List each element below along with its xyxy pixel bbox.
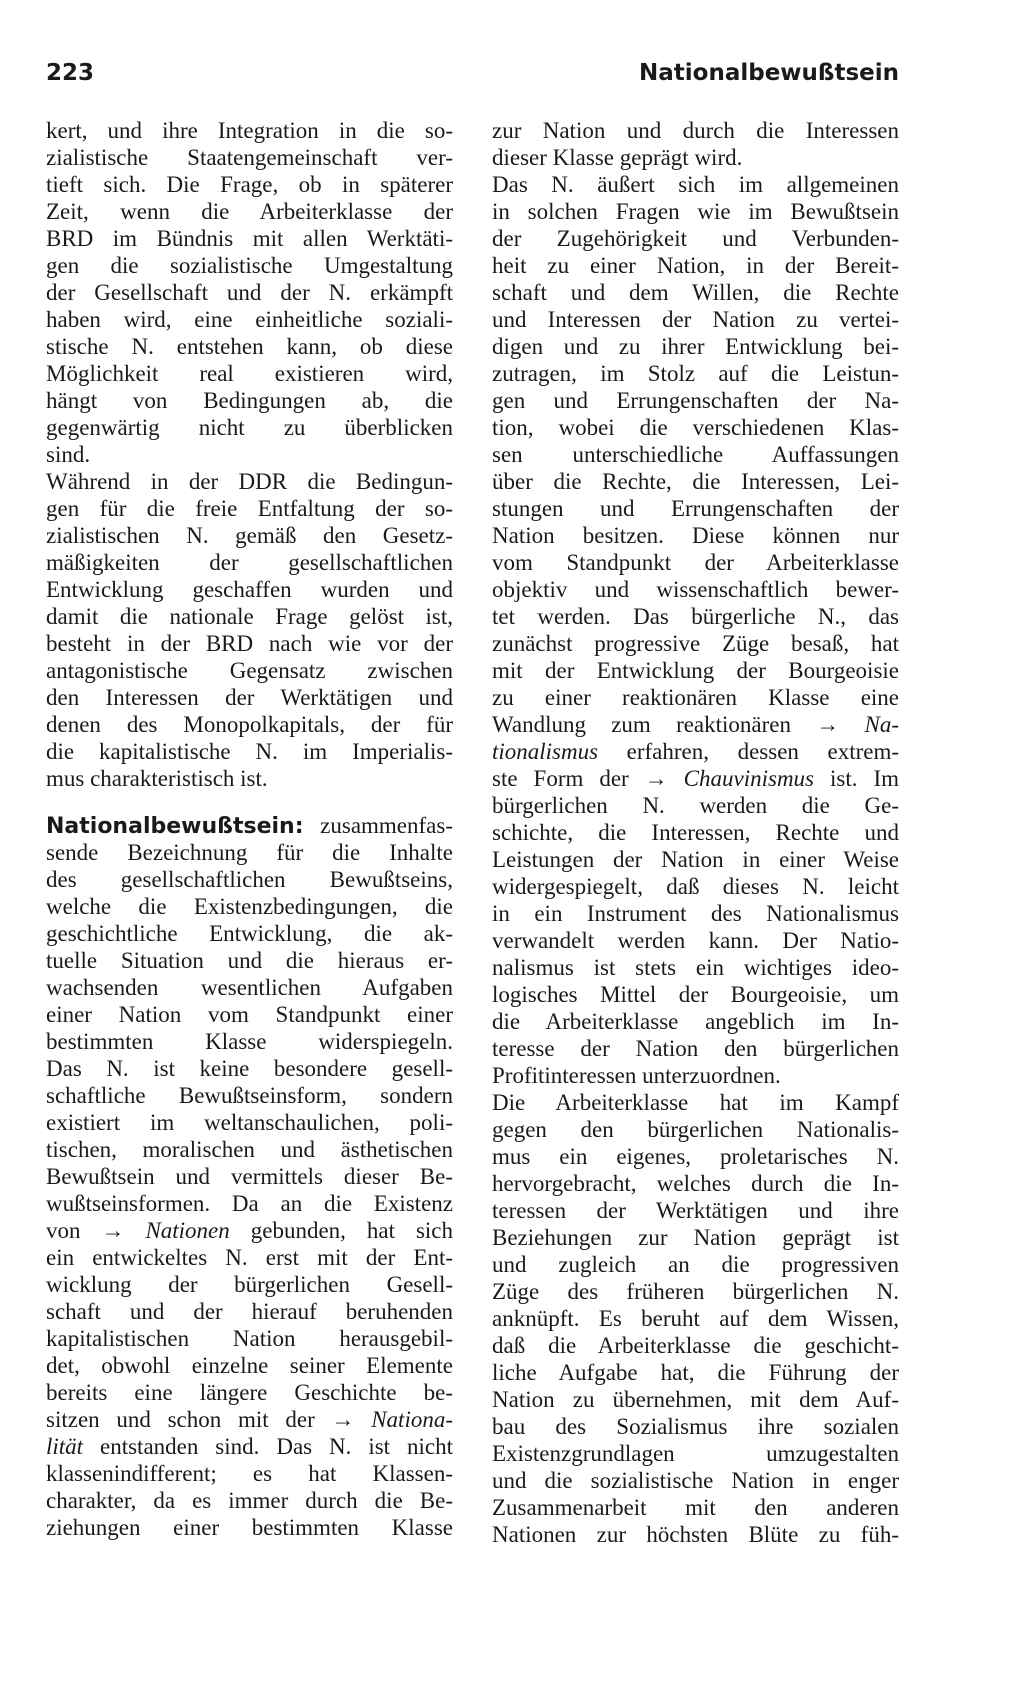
text-line (46, 765, 453, 792)
page-number: 223 (46, 60, 95, 86)
line-text: schaft und dem Willen, die Rechte (492, 280, 899, 305)
line-text: logisches Mittel der Bourgeoisie, um (492, 982, 899, 1007)
text-line (492, 927, 899, 954)
text-line (46, 1379, 453, 1406)
line-text: dieser Klasse geprägt wird. (492, 145, 743, 170)
line-text: BRD im Bündnis mit allen Werktäti- (46, 226, 453, 251)
line-text: existiert im weltanschaulichen, poli- (46, 1110, 453, 1135)
line-text: Wandlung zum reaktionären → (492, 712, 865, 737)
line-text: bau des Sozialismus ihre sozialen (492, 1414, 899, 1439)
line-text: teressen der Werktätigen und ihre (492, 1198, 899, 1223)
line-text: Existenzgrundlagen umzugestalten (492, 1441, 899, 1466)
line-text: ste Form der → (492, 766, 684, 791)
text-line (492, 873, 899, 900)
line-text: bereits eine längere Geschichte be- (46, 1380, 453, 1405)
line-text: widergespiegelt, daß dieses N. leicht (492, 874, 899, 899)
line-text: gen die sozialistische Umgestaltung (46, 253, 453, 278)
line-text: und zugleich an die progressiven (492, 1252, 899, 1277)
text-line (46, 198, 453, 225)
running-head: Nationalbewußtsein (639, 60, 899, 86)
line-text: charakter, da es immer durch die Be- (46, 1488, 453, 1513)
line-text: digen und zu ihrer Entwicklung bei- (492, 334, 899, 359)
line-text: Das N. ist keine besondere gesell- (46, 1056, 453, 1081)
text-line (492, 1197, 899, 1224)
line-text: schaft und der hierauf beruhenden (46, 1299, 453, 1324)
text-line (46, 117, 453, 144)
text-line (46, 387, 453, 414)
text-line (492, 1224, 899, 1251)
text-line (492, 765, 899, 792)
text-line (492, 387, 899, 414)
line-text: tischen, moralischen und ästhetischen (46, 1137, 453, 1162)
line-text: kert, und ihre Integration in die so- (46, 118, 453, 143)
line-text: Zeit, wenn die Arbeiterklasse der (46, 199, 453, 224)
text-line (492, 1170, 899, 1197)
left-text-column (46, 117, 453, 1541)
text-line (492, 954, 899, 981)
line-text: tieft sich. Die Frage, ob in späterer (46, 172, 453, 197)
line-text: in solchen Fragen wie im Bewußtsein (492, 199, 899, 224)
paragraph-gap (46, 792, 453, 812)
text-line (492, 252, 899, 279)
line-text: wicklung der bürgerlichen Gesell- (46, 1272, 453, 1297)
line-text: besteht in der BRD nach wie vor der (46, 631, 453, 656)
line-text: haben wird, eine einheitliche soziali- (46, 307, 453, 332)
line-text: sende Bezeichnung für die Inhalte (46, 840, 453, 865)
text-line (492, 603, 899, 630)
text-line (46, 1190, 453, 1217)
text-line (46, 1271, 453, 1298)
line-text: damit die nationale Frage gelöst ist, (46, 604, 453, 629)
line-text: sen unterschiedliche Auffassungen (492, 442, 899, 467)
text-line (46, 1487, 453, 1514)
text-line (46, 171, 453, 198)
line-text: zialistische Staatengemeinschaft ver- (46, 145, 453, 170)
text-line (492, 1143, 899, 1170)
line-text: teresse der Nation den bürgerlichen (492, 1036, 899, 1061)
line-text: tet werden. Das bürgerliche N., das (492, 604, 899, 629)
line-text: mit der Entwicklung der Bourgeoisie (492, 658, 899, 683)
line-text: mus ein eigenes, proletarisches N. (492, 1144, 899, 1169)
text-line (46, 495, 453, 522)
text-line (46, 920, 453, 947)
text-line (492, 414, 899, 441)
text-line (46, 1298, 453, 1325)
line-text: Zusammenarbeit mit den anderen (492, 1495, 899, 1520)
line-text: gebunden, hat sich (229, 1218, 453, 1243)
text-line (46, 576, 453, 603)
line-text: Bewußtsein und vermittels dieser Be- (46, 1164, 453, 1189)
text-line (492, 657, 899, 684)
line-text: gegenwärtig nicht zu überblicken (46, 415, 453, 440)
text-line (492, 441, 899, 468)
line-text: und die sozialistische Nation in enger (492, 1468, 899, 1493)
text-line (46, 1082, 453, 1109)
line-text: des gesellschaftlichen Bewußtseins, (46, 867, 453, 892)
line-text: Leistungen der Nation in einer Weise (492, 847, 899, 872)
text-line (46, 468, 453, 495)
line-text: geschichtliche Entwicklung, die ak- (46, 921, 453, 946)
text-line (492, 1359, 899, 1386)
line-text: die Arbeiterklasse angeblich im In- (492, 1009, 899, 1034)
text-line (492, 225, 899, 252)
text-line (46, 306, 453, 333)
line-text: verwandelt werden kann. Der Natio- (492, 928, 899, 953)
line-text: Während in der DDR die Bedingun- (46, 469, 453, 494)
line-text: liche Aufgabe hat, die Führung der (492, 1360, 899, 1385)
line-text: zialistischen N. gemäß den Gesetz- (46, 523, 453, 548)
text-line (492, 981, 899, 1008)
line-text: zur Nation und durch die Interessen (492, 118, 899, 143)
text-line (46, 1433, 453, 1460)
line-text: zu einer reaktionären Klasse eine (492, 685, 899, 710)
text-line (492, 1305, 899, 1332)
text-line (46, 1028, 453, 1055)
page-header (46, 60, 899, 96)
text-line (492, 1332, 899, 1359)
cross-reference-term: Chauvinismus (683, 766, 815, 791)
text-line (492, 1035, 899, 1062)
cross-reference-term: tionalismus (492, 739, 599, 764)
text-line (46, 812, 453, 839)
line-text: schaftliche Bewußtseinsform, sondern (46, 1083, 453, 1108)
line-text: entstanden sind. Das N. ist nicht (83, 1434, 453, 1459)
text-line (492, 333, 899, 360)
text-line (46, 1217, 453, 1244)
text-line (492, 1089, 899, 1116)
line-text: zusammenfas- (303, 813, 453, 838)
text-line (46, 866, 453, 893)
text-line (492, 1116, 899, 1143)
text-line (492, 360, 899, 387)
text-line (492, 1008, 899, 1035)
line-text: vom Standpunkt der Arbeiterklasse (492, 550, 899, 575)
line-text: Profitinteressen unterzuordnen. (492, 1063, 781, 1088)
line-text: der Gesellschaft und der N. erkämpft (46, 280, 453, 305)
line-text: Nationen zur höchsten Blüte zu füh- (492, 1522, 899, 1547)
line-text: hängt von Bedingungen ab, die (46, 388, 453, 413)
text-line (46, 1136, 453, 1163)
line-text: objektiv und wissenschaftlich bewer- (492, 577, 899, 602)
text-line (492, 117, 899, 144)
line-text: stungen und Errungenschaften der (492, 496, 899, 521)
line-text: hervorgebracht, welches durch die In- (492, 1171, 899, 1196)
line-text: in ein Instrument des Nationalismus (492, 901, 899, 926)
line-text: gen für die freie Entfaltung der so- (46, 496, 453, 521)
text-line (492, 495, 899, 522)
text-line (46, 1055, 453, 1082)
text-line (46, 144, 453, 171)
line-text: einer Nation vom Standpunkt einer (46, 1002, 453, 1027)
text-line (492, 1413, 899, 1440)
text-line (492, 306, 899, 333)
text-line (492, 819, 899, 846)
text-line (46, 1244, 453, 1271)
text-line (492, 198, 899, 225)
line-text: heit zu einer Nation, in der Bereit- (492, 253, 899, 278)
line-text: den Interessen der Werktätigen und (46, 685, 453, 710)
line-text: und Interessen der Nation zu vertei- (492, 307, 899, 332)
text-line (492, 1062, 899, 1089)
text-line (492, 171, 899, 198)
entry-heading: Nationalbewußtsein: (46, 814, 304, 839)
text-line (46, 252, 453, 279)
line-text: det, obwohl einzelne seiner Elemente (46, 1353, 453, 1378)
line-text: bürgerlichen N. werden die Ge- (492, 793, 899, 818)
text-line (46, 1406, 453, 1433)
line-text: sitzen und schon mit der → (46, 1407, 372, 1432)
line-text: Züge des früheren bürgerlichen N. (492, 1279, 899, 1304)
line-text: über die Rechte, die Interessen, Lei- (492, 469, 899, 494)
text-line (492, 144, 899, 171)
text-line (492, 846, 899, 873)
text-line (46, 1109, 453, 1136)
text-line (492, 900, 899, 927)
line-text: daß die Arbeiterklasse die geschicht- (492, 1333, 899, 1358)
line-text: ein entwickeltes N. erst mit der Ent- (46, 1245, 453, 1270)
line-text: mus charakteristisch ist. (46, 766, 268, 791)
text-line (492, 576, 899, 603)
text-line (46, 360, 453, 387)
text-line (492, 630, 899, 657)
text-line (492, 1467, 899, 1494)
text-line (492, 468, 899, 495)
text-line (46, 657, 453, 684)
text-line (492, 792, 899, 819)
text-line (492, 522, 899, 549)
text-line (46, 279, 453, 306)
text-line (46, 333, 453, 360)
line-text: kapitalistischen Nation herausgebil- (46, 1326, 453, 1351)
text-line (492, 1251, 899, 1278)
line-text: von → (46, 1218, 146, 1243)
line-text: gegen den bürgerlichen Nationalis- (492, 1117, 899, 1142)
cross-reference-term: Nationen (145, 1218, 230, 1243)
line-text: wachsenden wesentlichen Aufgaben (46, 975, 453, 1000)
cross-reference-term: Na- (864, 712, 899, 737)
text-line (492, 1440, 899, 1467)
text-line (46, 414, 453, 441)
line-text: Entwicklung geschaffen wurden und (46, 577, 453, 602)
text-line (492, 738, 899, 765)
line-text: zutragen, im Stolz auf die Leistun- (492, 361, 899, 386)
right-text-column (492, 117, 899, 1548)
line-text: Die Arbeiterklasse hat im Kampf (492, 1090, 899, 1115)
text-line (46, 630, 453, 657)
cross-reference-term: Nationa- (371, 1407, 453, 1432)
text-line (46, 1001, 453, 1028)
text-line (46, 549, 453, 576)
text-line (46, 1460, 453, 1487)
line-text: sind. (46, 442, 91, 467)
line-text: die kapitalistische N. im Imperialis- (46, 739, 453, 764)
text-line (46, 603, 453, 630)
text-line (492, 1278, 899, 1305)
line-text: schichte, die Interessen, Rechte und (492, 820, 899, 845)
line-text: ist. Im (814, 766, 899, 791)
line-text: nalismus ist stets ein wichtiges ideo- (492, 955, 899, 980)
text-line (46, 441, 453, 468)
text-line (46, 1514, 453, 1541)
text-line (46, 974, 453, 1001)
line-text: Möglichkeit real existieren wird, (46, 361, 453, 386)
line-text: erfahren, dessen extrem- (598, 739, 899, 764)
line-text: welche die Existenzbedingungen, die (46, 894, 453, 919)
line-text: Nation besitzen. Diese können nur (492, 523, 899, 548)
text-line (492, 1521, 899, 1548)
line-text: denen des Monopolkapitals, der für (46, 712, 453, 737)
line-text: mäßigkeiten der gesellschaftlichen (46, 550, 453, 575)
line-text: der Zugehörigkeit und Verbunden- (492, 226, 899, 251)
text-line (46, 1325, 453, 1352)
text-line (46, 893, 453, 920)
line-text: ziehungen einer bestimmten Klasse (46, 1515, 453, 1540)
line-text: zunächst progressive Züge besaß, hat (492, 631, 899, 656)
line-text: tuelle Situation und die hieraus er- (46, 948, 453, 973)
line-text: antagonistische Gegensatz zwischen (46, 658, 453, 683)
line-text: Beziehungen zur Nation geprägt ist (492, 1225, 899, 1250)
text-line (492, 1494, 899, 1521)
text-line (492, 1386, 899, 1413)
line-text: klassenindifferent; es hat Klassen- (46, 1461, 453, 1486)
text-line (492, 279, 899, 306)
cross-reference-term: lität (46, 1434, 84, 1459)
text-line (492, 684, 899, 711)
text-line (46, 225, 453, 252)
line-text: stische N. entstehen kann, ob diese (46, 334, 453, 359)
text-line (46, 711, 453, 738)
text-line (46, 522, 453, 549)
text-line (492, 549, 899, 576)
text-line (46, 1352, 453, 1379)
line-text: tion, wobei die verschiedenen Klas- (492, 415, 899, 440)
line-text: bestimmten Klasse widerspiegeln. (46, 1029, 453, 1054)
text-line (492, 711, 899, 738)
text-line (46, 738, 453, 765)
line-text: anknüpft. Es beruht auf dem Wissen, (492, 1306, 899, 1331)
line-text: gen und Errungenschaften der Na- (492, 388, 899, 413)
line-text: Nation zu übernehmen, mit dem Auf- (492, 1387, 899, 1412)
text-line (46, 839, 453, 866)
text-line (46, 684, 453, 711)
text-line (46, 947, 453, 974)
text-line (46, 1163, 453, 1190)
line-text: Das N. äußert sich im allgemeinen (492, 172, 899, 197)
line-text: wußtseinsformen. Da an die Existenz (46, 1191, 453, 1216)
